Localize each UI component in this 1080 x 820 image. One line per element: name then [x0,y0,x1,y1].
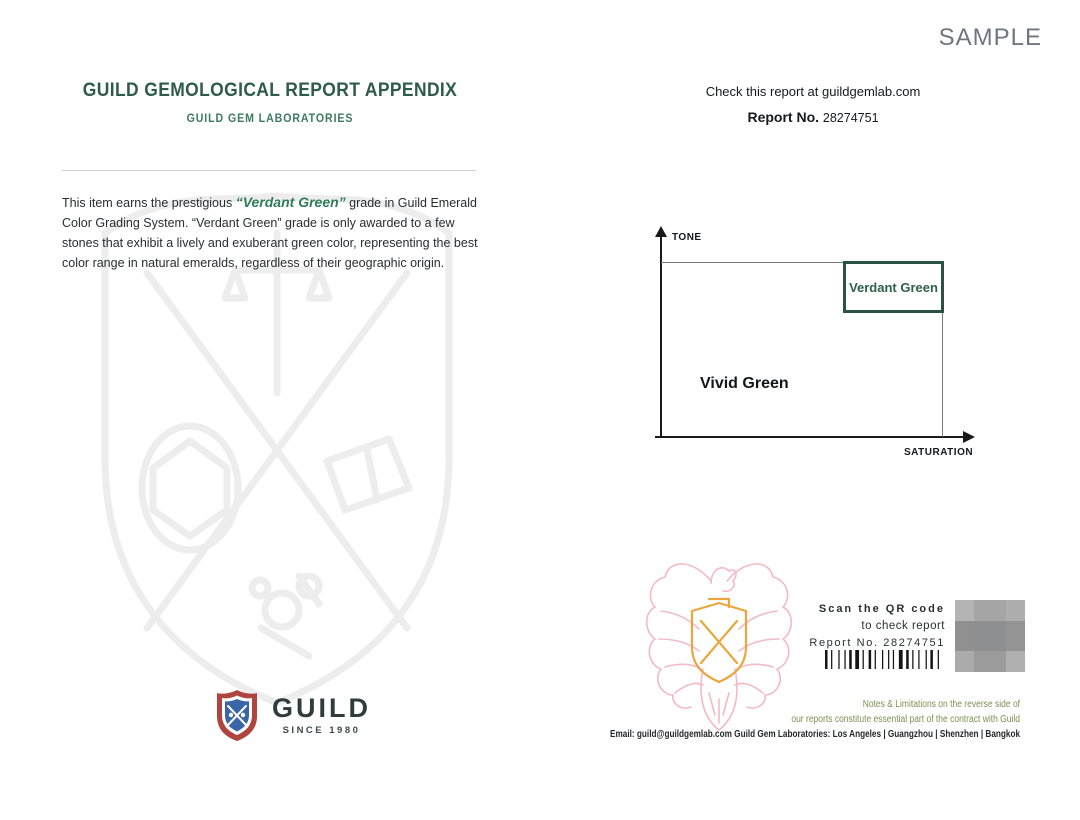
color-grading-diagram [655,228,990,473]
barcode [825,650,945,669]
check-report-line: Check this report at guildgemlab.com [705,84,921,99]
scan-qr-line1: Scan the QR code [818,603,945,615]
guild-logo-tagline: SINCE 1980 [282,725,361,736]
verification-block [663,84,963,125]
scan-block [809,601,945,652]
notes-line2: our reports constitute essential part of the contract with Guild [791,714,1020,725]
report-number-label: Report No. [747,109,820,125]
saturation-axis-arrow-icon [963,431,975,443]
section-divider [62,170,476,171]
guild-logo [214,688,371,742]
grade-highlight: “Verdant Green” [235,194,346,210]
page-subtitle: GUILD GEM LABORATORIES [186,113,354,125]
paragraph-prefix: This item earns the prestigious [62,196,236,210]
qr-code [955,600,1025,672]
sample-watermark: SAMPLE [938,24,1042,51]
guild-logo-name: GUILD [272,693,371,723]
saturation-axis-label: SATURATION [904,447,974,458]
report-header [79,80,462,125]
notes-limitations [791,697,1020,727]
scan-report-number: Report No. 28274751 [809,637,945,649]
eagle-watermark [641,551,797,734]
verdant-green-region [843,261,944,313]
report-number-value: 28274751 [822,111,879,125]
guild-shield-icon [214,688,260,742]
grade-description [62,192,480,273]
scan-qr-line2: to check report [861,620,945,632]
verdant-green-label: Verdant Green [849,279,938,295]
contact-line: Email: guild@guildgemlab.com Guild Gem Laboratories: Los Angeles | Guangzhou | Shenzhen | Bangkok [609,729,1020,740]
tone-axis-label: TONE [672,232,702,243]
vivid-green-label: Vivid Green [700,375,789,392]
page-title: GUILD GEMOLOGICAL REPORT APPENDIX [82,80,458,101]
report-number-line [663,109,963,125]
notes-line1: Notes & Limitations on the reverse side of [862,699,1020,710]
paragraph-suffix: grade in Guild Emerald Color Grading System. “Verdant Green” grade is only awarded to a few stones that exhibit a lively and exuberant green color, representing the best color range in natural emeralds, regardless of their geographic origin. [62,196,478,270]
guild-logo-text [272,694,371,736]
